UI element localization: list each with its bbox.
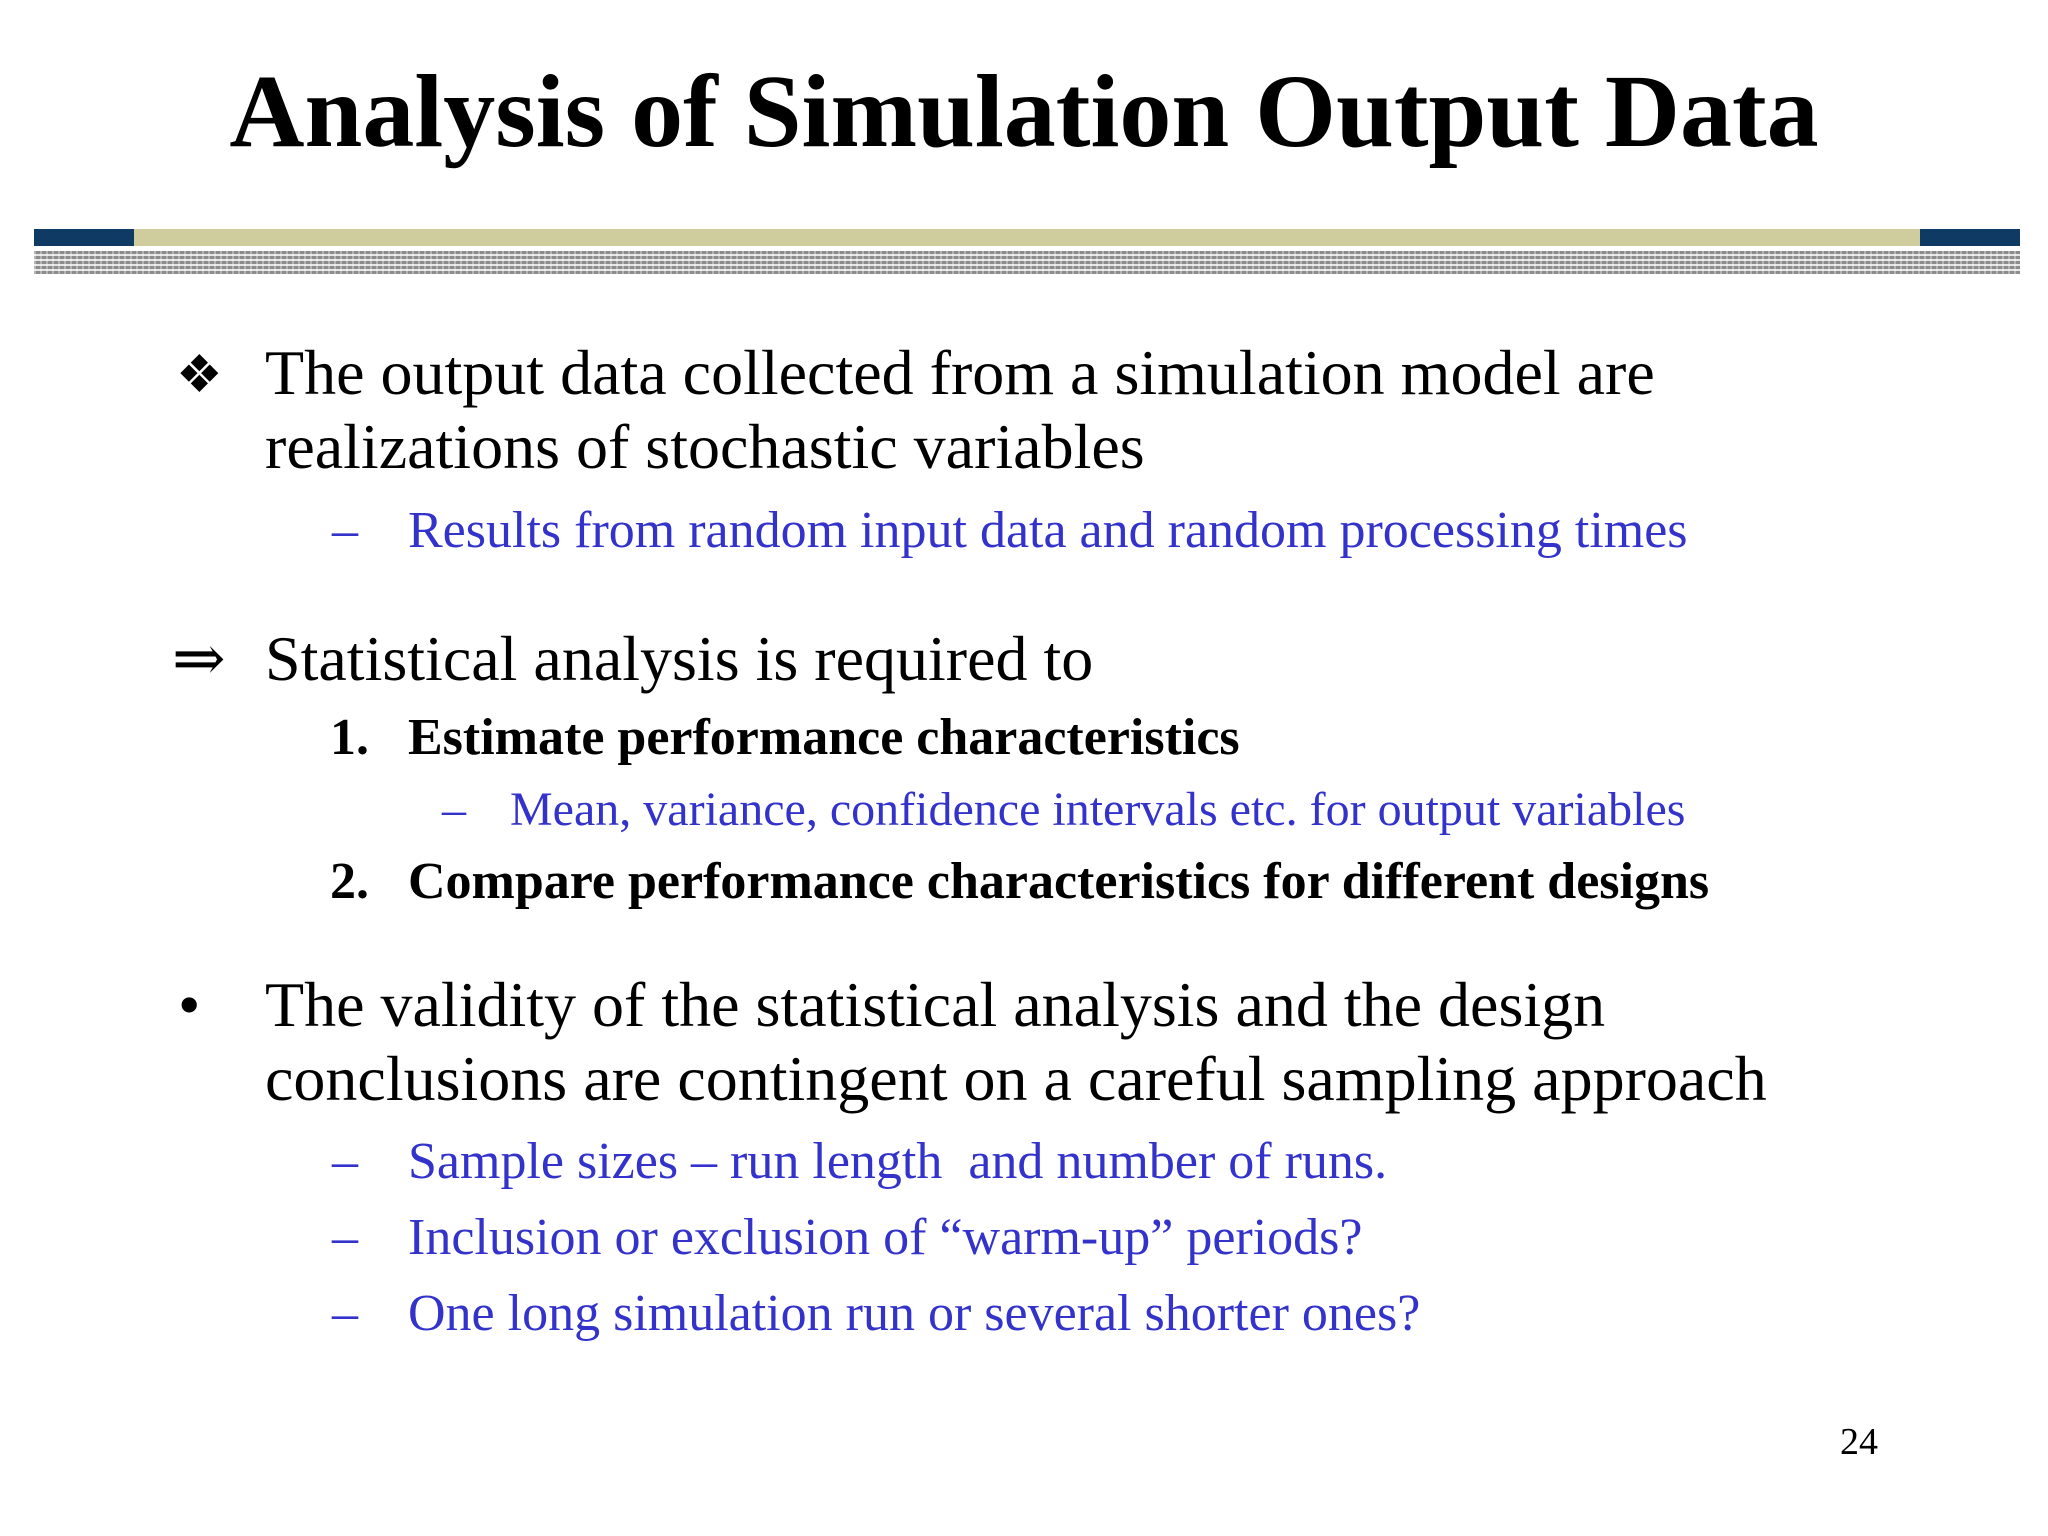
- numbered-item-1-text: Estimate performance characteristics: [408, 709, 1240, 766]
- bullet-dot-icon: •: [178, 969, 201, 1040]
- numbered-item-1-number: 1.: [330, 709, 369, 766]
- numbered-item-2-text: Compare performance characteristics for different designs: [408, 853, 1710, 910]
- bullet-3-line-1: The validity of the statistical analysis and the design: [265, 969, 1606, 1040]
- diamond-cluster-icon: ❖: [176, 347, 223, 404]
- bullet-3-sub-2: Inclusion or exclusion of “warm-up” periods?: [408, 1209, 1363, 1266]
- title-divider-bar: [34, 229, 2020, 246]
- sub-bullet-dash: –: [442, 783, 466, 836]
- numbered-item-1-sub-1: Mean, variance, confidence intervals etc. for output variables: [510, 783, 1686, 836]
- page-number: 24: [1840, 1421, 1878, 1463]
- bullet-1-line-1: The output data collected from a simulation model are: [265, 337, 1655, 408]
- divider-right-block: [1920, 229, 2020, 246]
- numbered-item-2-number: 2.: [330, 853, 369, 910]
- sub-bullet-dash: –: [332, 1285, 358, 1342]
- bullet-3-sub-1: Sample sizes – run length and number of runs.: [408, 1133, 1388, 1190]
- sub-bullet-dash: –: [332, 502, 358, 559]
- bullet-3-line-2: conclusions are contingent on a careful sampling approach: [265, 1043, 1767, 1114]
- sub-bullet-dash: –: [332, 1209, 358, 1266]
- slide-title: Analysis of Simulation Output Data: [229, 54, 1819, 169]
- bullet-1-line-2: realizations of stochastic variables: [265, 411, 1145, 482]
- double-arrow-icon: ⇒: [172, 623, 226, 694]
- divider-left-block: [34, 229, 134, 246]
- title-divider-stripes: [34, 251, 2020, 274]
- divider-mid-band: [134, 229, 1920, 246]
- sub-bullet-dash: –: [332, 1133, 358, 1190]
- bullet-1-sub-1: Results from random input data and random processing times: [408, 502, 1688, 559]
- bullet-2-line-1: Statistical analysis is required to: [265, 623, 1094, 694]
- bullet-3-sub-3: One long simulation run or several shorter ones?: [408, 1285, 1421, 1342]
